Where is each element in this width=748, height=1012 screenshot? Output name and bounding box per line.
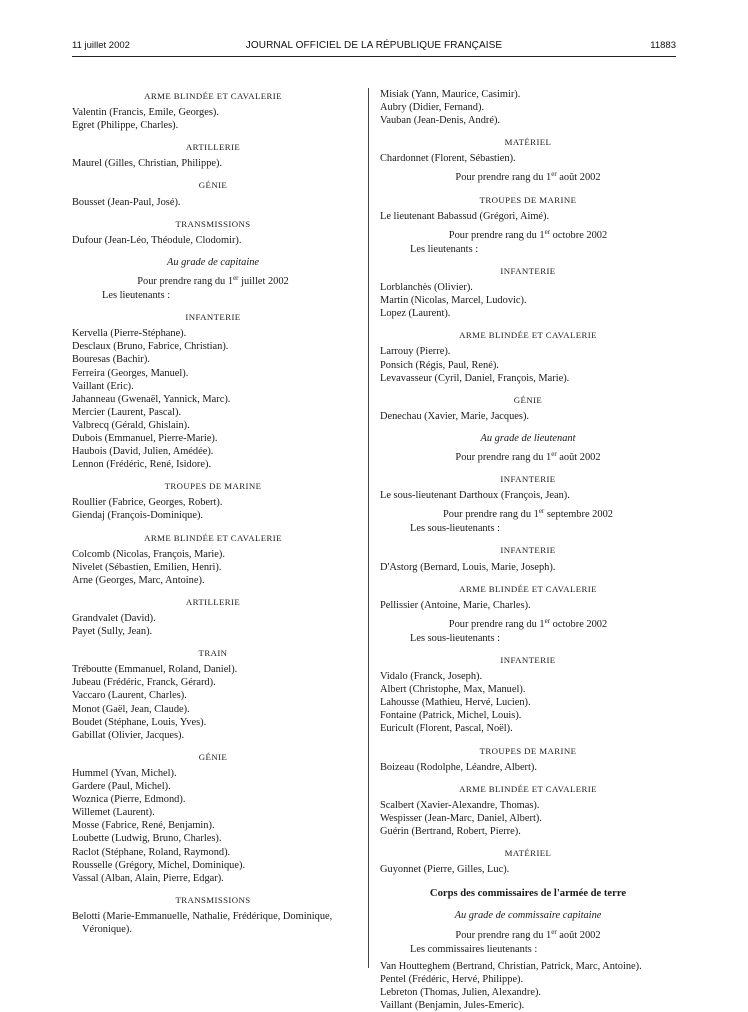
- appointee-entry: Jahanneau (Gwenaël, Yannick, Marc).: [72, 393, 231, 405]
- appointee-entry: Payet (Sully, Jean).: [72, 626, 153, 638]
- section-heading: ARME BLINDÉE ET CAVALERIE: [459, 783, 597, 794]
- appointee-entry: Denechau (Xavier, Marie, Jacques).: [380, 410, 530, 422]
- rank-date-line: Pour prendre rang du 1er juillet 2002: [137, 273, 289, 287]
- section-heading: TROUPES DE MARINE: [479, 745, 577, 756]
- appointee-entry: Vidalo (Franck, Joseph).: [380, 671, 483, 683]
- right-column: [380, 88, 676, 1012]
- section-heading: INFANTERIE: [500, 655, 556, 665]
- rank-date-line: Pour prendre rang du 1er septembre 2002: [443, 507, 613, 521]
- appointee-entry: Le sous-lieutenant Darthoux (François, Jean).: [380, 490, 570, 502]
- appointee-entry: Kervella (Pierre-Stéphane).: [72, 328, 187, 340]
- appointee-entry: Mosse (Fabrice, René, Benjamin).: [72, 820, 215, 832]
- rank-label: Les sous-lieutenants :: [410, 523, 501, 535]
- appointee-entry: Tréboutte (Emmanuel, Roland, Daniel).: [72, 664, 238, 676]
- appointee-entry: Vassal (Alban, Alain, Pierre, Edgar).: [72, 872, 224, 884]
- section-heading: TRAIN: [198, 648, 228, 659]
- running-header: [72, 40, 676, 54]
- appointee-entry: Egret (Philippe, Charles).: [72, 120, 179, 132]
- appointee-entry: D'Astorg (Bernard, Louis, Marie, Joseph).: [380, 561, 556, 573]
- section-heading: ARME BLINDÉE ET CAVALERIE: [144, 532, 282, 543]
- appointee-entry: Rousselle (Grégory, Michel, Dominique).: [72, 859, 246, 871]
- rank-label: Les sous-lieutenants :: [410, 632, 501, 644]
- section-heading: TROUPES DE MARINE: [164, 481, 262, 492]
- appointee-entry: Lorblanchès (Olivier).: [380, 282, 473, 294]
- section-heading: ARTILLERIE: [185, 142, 241, 153]
- rank-date-line: Pour prendre rang du 1er août 2002: [455, 449, 601, 463]
- section-heading: MATÉRIEL: [504, 137, 552, 148]
- appointee-entry: Bousset (Jean-Paul, José).: [72, 196, 181, 208]
- appointee-entry: Lennon (Frédéric, René, Isidore).: [72, 459, 212, 471]
- section-heading: ARTILLERIE: [185, 596, 241, 607]
- appointee-entry: Lahousse (Mathieu, Hervé, Lucien).: [380, 697, 531, 709]
- appointee-entry: Guérin (Bertrand, Robert, Pierre).: [380, 826, 521, 838]
- appointee-entry: Fontaine (Patrick, Michel, Louis).: [380, 710, 522, 722]
- section-heading: INFANTERIE: [500, 265, 556, 276]
- appointee-entry: Valentin (Francis, Emile, Georges).: [72, 107, 219, 119]
- grade-heading: Au grade de commissaire capitaine: [454, 910, 602, 922]
- appointee-entry: Willemet (Laurent).: [72, 807, 155, 819]
- appointee-entry: Lebreton (Thomas, Julien, Alexandre).: [380, 986, 542, 998]
- appointee-entry: Gabillat (Olivier, Jacques).: [72, 729, 185, 741]
- appointee-entry: Desclaux (Bruno, Fabrice, Christian).: [72, 341, 229, 353]
- appointee-entry: Dubois (Emmanuel, Pierre-Marie).: [72, 432, 218, 444]
- section-heading: TRANSMISSIONS: [175, 894, 251, 905]
- appointee-entry: Euricult (Florent, Pascal, Noël).: [380, 723, 513, 735]
- appointee-entry: Raclot (Stéphane, Roland, Raymond).: [72, 846, 231, 858]
- section-heading: ARME BLINDÉE ET CAVALERIE: [459, 583, 597, 594]
- rank-label: Les commissaires lieutenants :: [410, 943, 538, 955]
- appointee-entry: Colcomb (Nicolas, François, Marie).: [72, 548, 225, 560]
- appointee-entry: Vaccaro (Laurent, Charles).: [72, 690, 187, 702]
- appointee-entry: Maurel (Gilles, Christian, Philippe).: [72, 158, 223, 170]
- header-date: 11 juillet 2002: [72, 40, 130, 51]
- appointee-entry: Ferreira (Georges, Manuel).: [72, 367, 189, 379]
- appointee-entry: Vaillant (Eric).: [72, 380, 134, 392]
- grade-heading: Au grade de capitaine: [166, 256, 260, 268]
- column-divider: [368, 88, 369, 968]
- section-heading: ARME BLINDÉE ET CAVALERIE: [459, 330, 597, 341]
- appointee-entry: Lopez (Laurent).: [380, 308, 451, 320]
- appointee-entry: Pellissier (Antoine, Marie, Charles).: [380, 599, 531, 611]
- section-heading: TRANSMISSIONS: [175, 218, 251, 229]
- appointee-entry: Le lieutenant Babassud (Grégori, Aimé).: [380, 210, 550, 222]
- header-rule: [72, 56, 676, 57]
- rank-date-line: Pour prendre rang du 1er août 2002: [455, 170, 601, 184]
- appointee-entry: Grandvalet (David).: [72, 613, 156, 624]
- appointee-entry: Pentel (Frédéric, Hervé, Philippe).: [380, 973, 524, 985]
- section-heading: GÉNIE: [198, 180, 228, 191]
- appointee-entry: Bouresas (Bachir).: [72, 354, 150, 366]
- appointee-entry: Mercier (Laurent, Pascal).: [72, 406, 182, 418]
- grade-heading: Au grade de lieutenant: [480, 432, 576, 444]
- appointee-entry: Scalbert (Xavier-Alexandre, Thomas).: [380, 799, 540, 811]
- appointee-entry: Vauban (Jean-Denis, André).: [380, 115, 501, 127]
- section-heading: INFANTERIE: [500, 474, 556, 485]
- appointee-entry: Boudet (Stéphane, Louis, Yves).: [72, 716, 207, 728]
- appointee-entry: Arne (Georges, Marc, Antoine).: [72, 574, 205, 586]
- appointee-entry: Haubois (David, Julien, Amédée).: [72, 446, 214, 458]
- section-heading: INFANTERIE: [500, 545, 556, 556]
- appointee-entry: Nivelet (Sébastien, Emilien, Henri).: [72, 561, 222, 573]
- appointee-entry: Woznica (Pierre, Edmond).: [72, 794, 186, 806]
- section-heading: TROUPES DE MARINE: [479, 194, 577, 205]
- page-number: 11883: [650, 40, 676, 51]
- appointee-entry: Levavasseur (Cyril, Daniel, François, Marie).: [380, 372, 570, 384]
- journal-title: JOURNAL OFFICIEL DE LA RÉPUBLIQUE FRANÇAISE: [245, 40, 503, 51]
- appointee-entry: Loubette (Ludwig, Bruno, Charles).: [72, 833, 222, 845]
- corps-heading: Corps des commissaires de l'armée de terre: [429, 888, 627, 900]
- appointee-entry: Roullier (Fabrice, Georges, Robert).: [72, 497, 223, 509]
- rank-label: Les lieutenants :: [102, 290, 171, 302]
- appointee-entry: Boizeau (Rodolphe, Léandre, Albert).: [380, 761, 537, 773]
- appointee-entry: Larrouy (Pierre).: [380, 346, 451, 358]
- rank-date-line: Pour prendre rang du 1er octobre 2002: [448, 227, 608, 241]
- appointee-entry: Misiak (Yann, Maurice, Casimir).: [380, 89, 521, 100]
- appointee-entry: Aubry (Didier, Fernand).: [380, 102, 485, 114]
- appointee-entry: Dufour (Jean-Léo, Théodule, Clodomir).: [72, 234, 242, 246]
- section-heading: INFANTERIE: [185, 312, 241, 323]
- appointee-entry: Belotti (Marie-Emmanuelle, Nathalie, Frédérique, Dominique, Véronique).: [72, 910, 333, 935]
- appointee-entry: Martin (Nicolas, Marcel, Ludovic).: [380, 295, 527, 307]
- appointee-entry: Vaillant (Benjamin, Jules-Emeric).: [380, 999, 525, 1011]
- appointee-entry: Giendaj (François-Dominique).: [72, 510, 204, 522]
- appointee-entry: Ponsich (Régis, Paul, René).: [380, 359, 499, 371]
- appointee-entry: Valbrecq (Gérald, Ghislain).: [72, 419, 190, 431]
- section-heading: GÉNIE: [513, 394, 543, 405]
- appointee-entry: Jubeau (Frédéric, Franck, Gérard).: [72, 677, 216, 689]
- section-heading: GÉNIE: [198, 751, 228, 762]
- section-heading: MATÉRIEL: [504, 848, 552, 859]
- appointee-entry: Albert (Christophe, Max, Manuel).: [380, 684, 526, 696]
- appointee-entry: Chardonnet (Florent, Sébastien).: [380, 153, 516, 165]
- rank-label: Les lieutenants :: [410, 243, 479, 255]
- appointee-entry: Wespisser (Jean-Marc, Daniel, Albert).: [380, 812, 542, 824]
- rank-date-line: Pour prendre rang du 1er août 2002: [455, 927, 601, 941]
- appointee-entry: Gardere (Paul, Michel).: [72, 781, 171, 793]
- left-column: [72, 88, 354, 936]
- appointee-entry: Monot (Gaël, Jean, Claude).: [72, 703, 190, 715]
- rank-date-line: Pour prendre rang du 1er octobre 2002: [448, 616, 608, 630]
- appointee-entry: Guyonnet (Pierre, Gilles, Luc).: [380, 864, 510, 876]
- appointee-entry: Van Houtteghem (Bertrand, Christian, Patrick, Marc, Antoine).: [380, 960, 642, 972]
- section-heading: ARME BLINDÉE ET CAVALERIE: [144, 91, 282, 101]
- appointee-entry: Hummel (Yvan, Michel).: [72, 767, 177, 779]
